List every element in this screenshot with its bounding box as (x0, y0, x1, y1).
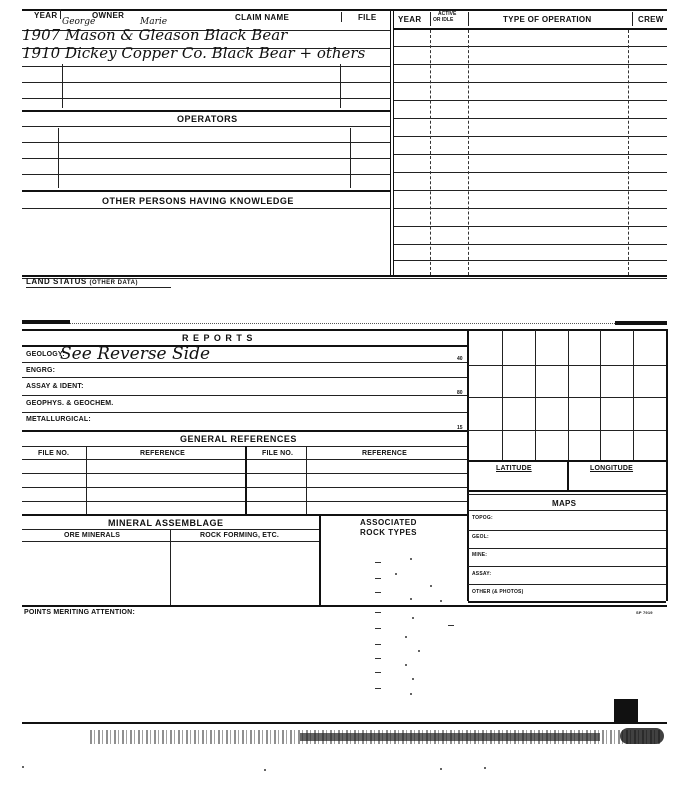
geology-number: 40 (457, 356, 463, 362)
report-label-assay: ASSAY & IDENT: (26, 383, 84, 390)
ore-minerals-label: ORE MINERALS (64, 532, 121, 539)
associated-label-2: ROCK TYPES (360, 528, 418, 537)
latitude-label: LATITUDE (496, 465, 532, 472)
owner-header: OWNER (92, 11, 125, 20)
operators-title: OPERATORS (177, 114, 238, 124)
ref-header-file-2: FILE NO. (262, 450, 294, 457)
owner-first-name: George (62, 17, 96, 27)
maps-other-photos: OTHER (& PHOTOS) (472, 589, 524, 595)
land-status-title: LAND STATUS (OTHER DATA) (26, 277, 138, 286)
metallurgical-number: 15 (457, 425, 463, 431)
maps-title: MAPS (552, 499, 577, 508)
longitude-label: LONGITUDE (590, 465, 634, 472)
file-header: FILE (358, 13, 377, 22)
type-operation-header: TYPE OF OPERATION (503, 15, 592, 24)
assay-number: 80 (457, 390, 463, 396)
ref-header-reference-2: REFERENCE (362, 450, 407, 457)
owner-entry-1: 1907 Mason & Gleason Black Bear (22, 26, 288, 44)
ref-header-file-1: FILE NO. (38, 450, 70, 457)
report-label-geophys: GEOPHYS. & GEOCHEM. (26, 400, 114, 407)
crew-header: CREW (638, 15, 664, 24)
form-number: SP 7919 (636, 610, 653, 615)
claim-name-header: CLAIM NAME (235, 13, 290, 22)
geology-value: See Reverse Side (60, 344, 211, 364)
maps-assay: ASSAY: (472, 571, 492, 577)
owner-second-name: Marie (140, 17, 168, 27)
year2-header: YEAR (398, 15, 422, 24)
others-title: OTHER PERSONS HAVING KNOWLEDGE (102, 196, 294, 206)
maps-geol: GEOL: (472, 534, 489, 540)
report-label-geology: GEOLOGY: (26, 351, 65, 358)
rock-forming-label: ROCK FORMING, ETC. (200, 532, 280, 539)
owner-entry-2: 1910 Dickey Copper Co. Black Bear + others (22, 44, 366, 62)
active-idle-header: ACTIVE OR IDLE (433, 11, 457, 23)
maps-mine: MINE: (472, 552, 488, 558)
report-label-metallurgical: METALLURGICAL: (26, 416, 91, 423)
reports-title: R E P O R T S (182, 333, 254, 343)
year-header: YEAR (34, 11, 58, 20)
points-meriting-title: POINTS MERITING ATTENTION: (24, 609, 135, 616)
mineral-assemblage-title: MINERAL ASSEMBLAGE (108, 518, 224, 528)
associated-label-1: ASSOCIATED (360, 518, 417, 527)
maps-topog: TOPOG: (472, 515, 493, 521)
registration-mark (614, 699, 638, 723)
general-references-title: GENERAL REFERENCES (180, 434, 297, 444)
report-label-engrg: ENGRG: (26, 367, 56, 374)
ref-header-reference-1: REFERENCE (140, 450, 185, 457)
